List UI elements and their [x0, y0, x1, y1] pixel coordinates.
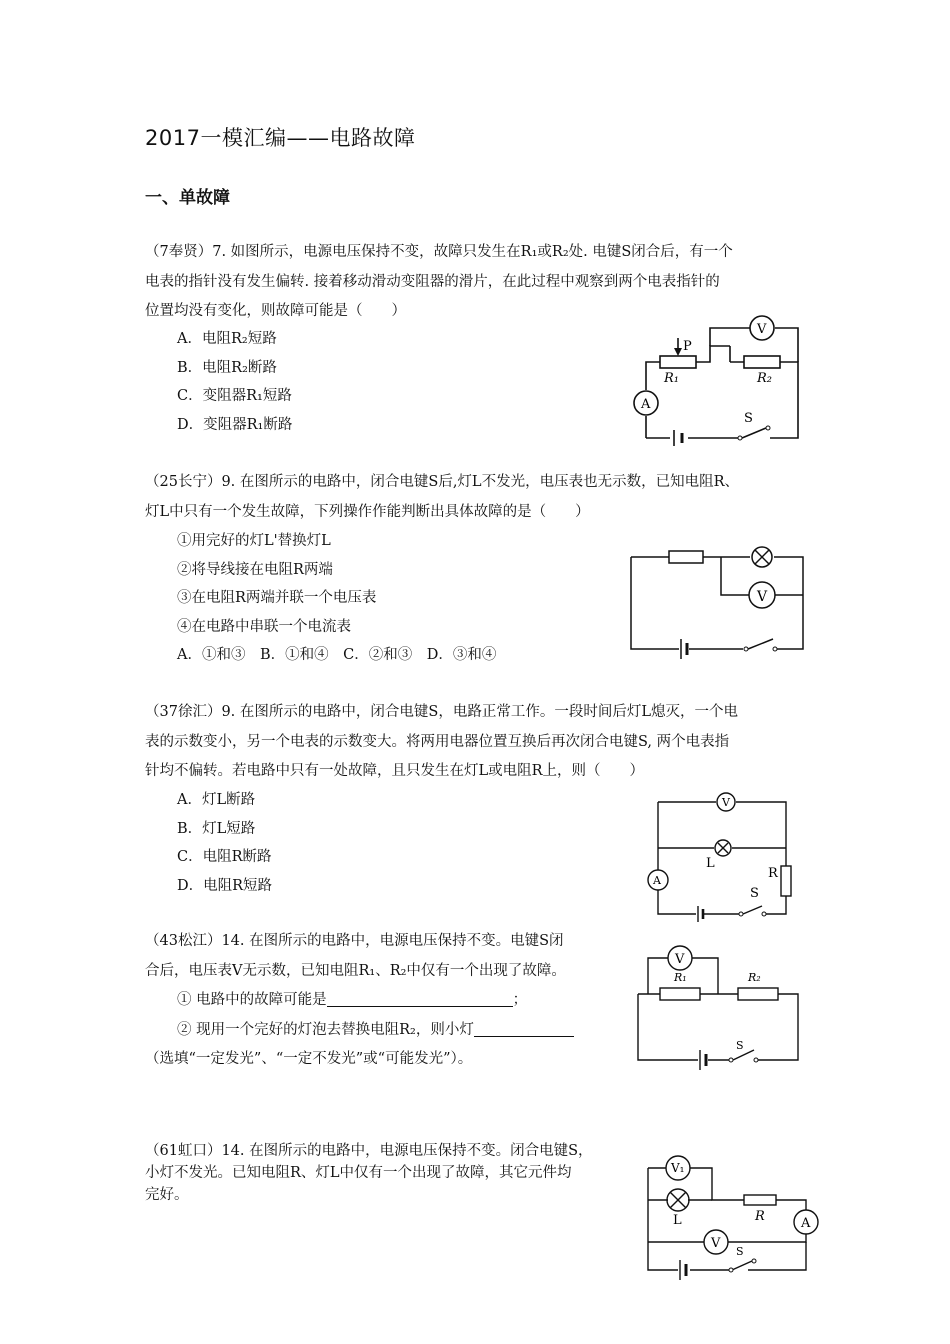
question-text-line: （61虹口）14. 在图所示的电路中，电源电压保持不变。闭合电键S， [145, 1143, 593, 1159]
question-2-options [177, 527, 496, 670]
method-4: ④在电路中串联一个电流表 [177, 618, 351, 635]
method-2: ②将导线接在电阻R两端 [177, 561, 333, 578]
circuit-diagram-3 [640, 790, 800, 920]
r2-label: R₂ [748, 971, 761, 984]
question-text-line: （37徐汇）9. 在图所示的电路中，闭合电键S，电路正常工作。一段时间后灯L熄灭，一个电 [145, 704, 738, 720]
voltmeter-label: V [757, 589, 768, 605]
option-c: C．电阻R断路 [177, 849, 272, 865]
sub-question-2-text: ② 现用一个完好的灯泡去替换电阻R₂，则小灯 [177, 1021, 474, 1038]
lamp-label: L [673, 1213, 682, 1228]
ammeter-label: A [801, 1216, 811, 1231]
option-a: A．灯L断路 [177, 792, 256, 808]
question-text-line: 小灯不发光。已知电阻R、灯L中仅有一个出现了故障，其它元件均 [145, 1165, 572, 1181]
resistor-label: R [755, 1209, 765, 1224]
answer-choices: A．①和③ B．①和④ C．②和③ D．③和④ [177, 647, 497, 663]
option-a: A．电阻R₂短路 [177, 331, 277, 347]
r1-label: R₁ [674, 971, 687, 984]
question-text-line: 完好。 [145, 1187, 189, 1203]
voltmeter-label: V [711, 1236, 721, 1251]
sub-question-2 [145, 1016, 574, 1046]
page-title: 2017一模汇编——电路故障 [145, 126, 416, 150]
question-3-options [177, 786, 272, 900]
slider-p-label: P [683, 339, 692, 354]
question-text-line: 灯L中只有一个发生故障，下列操作作能判断出具体故障的是（ ） [145, 503, 590, 520]
switch-label: S [744, 411, 753, 426]
voltmeter-label: V [757, 322, 767, 337]
question-text-line: 针均不偏转。若电路中只有一处故障，且只发生在灯L或电阻R上，则（ ） [145, 763, 645, 779]
answer-blank-1[interactable] [327, 990, 513, 1007]
option-d: D．电阻R短路 [177, 877, 273, 894]
r1-label: R₁ [664, 371, 679, 386]
ammeter-label: A [641, 397, 651, 412]
r2-label: R₂ [757, 371, 772, 386]
voltmeter-label: V [675, 952, 685, 967]
voltmeter-label: V [722, 796, 730, 809]
question-text-line: （7奉贤）7. 如图所示，电源电压保持不变，故障只发生在R₁或R₂处. 电键S闭合后，有一个 [145, 244, 733, 260]
option-d: D．变阻器R₁断路 [177, 416, 293, 433]
circuit-diagram-2 [625, 545, 810, 660]
sub-question-1-text: ① 电路中的故障可能是 [177, 992, 327, 1008]
switch-label: S [736, 1039, 744, 1052]
section-heading: 一、单故障 [145, 188, 230, 208]
ammeter-label: A [653, 874, 661, 887]
sub-question-1-end: ； [512, 992, 528, 1008]
circuit-diagram-1 [620, 310, 820, 450]
option-b: B．灯L短路 [177, 820, 256, 837]
lamp-label: L [706, 856, 715, 871]
question-text-line: 电表的指针没有发生偏转. 接着移动滑动变阻器的滑片，在此过程中观察到两个电表指针的 [145, 273, 720, 290]
question-text-line: 合后，电压表V无示数，已知电阻R₁、R₂中仅有一个出现了故障。 [145, 962, 566, 979]
question-2-stem [145, 468, 739, 527]
question-4-stem [145, 927, 574, 1075]
question-text-line: （25长宁）9. 在图所示的电路中，闭合电键S后,灯L不发光，电压表也无示数，已知电阻R、 [145, 474, 739, 490]
switch-label: S [750, 886, 759, 901]
answer-blank-2[interactable] [474, 1020, 574, 1037]
option-b: B．电阻R₂断路 [177, 359, 277, 376]
voltmeter-v1-label: V₁ [671, 1161, 685, 1175]
method-1: ①用完好的灯L'替换灯L [177, 533, 331, 549]
question-text-line: 表的示数变小，另一个电表的示数变大。将两用电器位置互换后再次闭合电键S, 两个电表指 [145, 733, 730, 750]
question-5-stem [145, 1140, 593, 1206]
method-3: ③在电阻R两端并联一个电压表 [177, 590, 377, 606]
switch-label: S [736, 1245, 744, 1258]
sub-question-2-hint: （选填“一定发光”、“一定不发光”或“可能发光”）。 [145, 1051, 473, 1067]
circuit-diagram-5 [638, 1150, 828, 1280]
resistor-label: R [768, 866, 778, 881]
option-c: C．变阻器R₁短路 [177, 388, 292, 404]
question-text-line: （43松江）14. 在图所示的电路中，电源电压保持不变。电键S闭 [145, 933, 564, 949]
question-text-line: 位置均没有变化，则故障可能是（ ） [145, 303, 406, 319]
question-3-stem [145, 698, 738, 787]
circuit-diagram-4 [630, 930, 805, 1070]
question-1-options [177, 325, 292, 439]
sub-question-1 [145, 986, 574, 1016]
